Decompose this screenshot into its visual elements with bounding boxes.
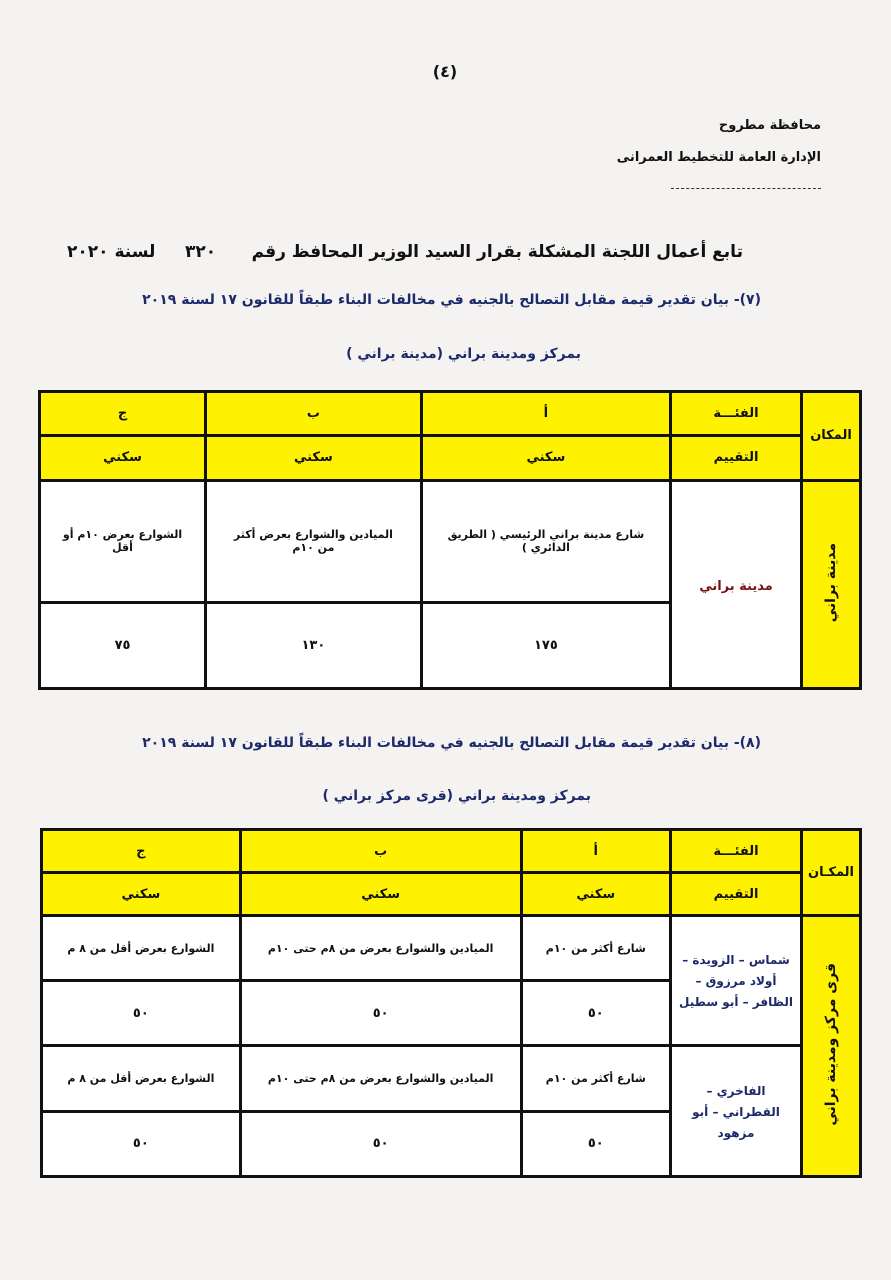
header-divider: [671, 188, 821, 189]
area-name-2: الفاخري – القطراني – أبو مزهود: [692, 1083, 780, 1140]
description-b: الميادين والشوارع بعرض أكثر من ١٠م: [207, 482, 420, 602]
place-header: المكان: [803, 393, 859, 479]
rating-label: التقييم: [672, 874, 800, 914]
value-1c: ٥٠: [43, 982, 239, 1044]
usage-a: سكني: [423, 437, 669, 478]
section7-heading: (٧)- بيان تقدير قيمة مقابل التصالح بالجنيه في مخالفات البناء طبقاً للقانون ١٧ لسنة ٢٠١٩: [142, 292, 761, 308]
category-a: أ: [523, 831, 669, 871]
side-label: مدينة براني: [823, 542, 839, 622]
section7-table: [38, 390, 862, 690]
description-1b: الميادين والشوارع بعرض من ٨م حتى ١٠م: [242, 917, 520, 979]
side-label: قرى مركز ومدينة براني: [823, 962, 839, 1126]
value-1a: ٥٠: [523, 982, 669, 1044]
section7-location: بمركز ومدينة براني (مدينة براني ): [346, 346, 581, 362]
value-c: ٧٥: [41, 604, 204, 687]
area-cell-2: [672, 1047, 800, 1175]
usage-c: سكني: [43, 874, 239, 914]
side-label-cell: [803, 917, 859, 1175]
area-cell: [672, 482, 800, 687]
section8-location: بمركز ومدينة براني (قرى مركز براني ): [322, 788, 591, 804]
description-2c: الشوارع بعرض أقل من ٨ م: [43, 1047, 239, 1109]
section8-heading: (٨)- بيان تقدير قيمة مقابل التصالح بالجنيه في مخالفات البناء طبقاً للقانون ١٧ لسنة ٢٠١٩: [142, 735, 761, 751]
description-2a: شارع أكثر من ١٠م: [523, 1047, 669, 1109]
side-label-cell: [803, 482, 859, 687]
decree-number: ٣٢٠: [185, 242, 217, 262]
value-a: ١٧٥: [423, 604, 669, 687]
description-a: شارع مدينة براني الرئيسي ( الطريق الدائري ): [423, 482, 669, 602]
category-label: الفئـــة: [672, 393, 800, 434]
category-c: ج: [43, 831, 239, 871]
governorate-name: محافظة مطروح: [718, 118, 821, 133]
description-c: الشوارع بعرض ١٠م أو أقل: [41, 482, 204, 602]
page-number: (٤): [432, 62, 458, 81]
value-b: ١٣٠: [207, 604, 420, 687]
place-header: المكـان: [803, 831, 859, 914]
category-label: الفئـــة: [672, 831, 800, 871]
title-main: تابع أعمال اللجنة المشكلة بقرار السيد الوزير المحافظ رقم: [251, 242, 743, 262]
value-2a: ٥٠: [523, 1113, 669, 1175]
value-2b: ٥٠: [242, 1113, 520, 1175]
rating-label: التقييم: [672, 437, 800, 478]
description-1c: الشوارع بعرض أقل من ٨ م: [43, 917, 239, 979]
section8-table: [40, 828, 862, 1178]
category-c: ج: [41, 393, 204, 434]
usage-b: سكني: [242, 874, 520, 914]
value-2c: ٥٠: [43, 1113, 239, 1175]
usage-c: سكني: [41, 437, 204, 478]
category-a: أ: [423, 393, 669, 434]
page-title: [60, 242, 750, 262]
area-name: مدينة براني: [699, 578, 773, 594]
usage-a: سكني: [523, 874, 669, 914]
department-name: الإدارة العامة للتخطيط العمرانى: [616, 150, 821, 165]
decree-year: لسنة ٢٠٢٠: [67, 242, 156, 262]
description-1a: شارع أكثر من ١٠م: [523, 917, 669, 979]
usage-b: سكني: [207, 437, 420, 478]
area-cell-1: [672, 917, 800, 1044]
value-1b: ٥٠: [242, 982, 520, 1044]
area-name-1: شماس – الزويدة – أولاد مرزوق – الظافر – أبو سطيل: [679, 953, 793, 1010]
description-2b: الميادين والشوارع بعرض من ٨م حتى ١٠م: [242, 1047, 520, 1109]
category-b: ب: [207, 393, 420, 434]
category-b: ب: [242, 831, 520, 871]
